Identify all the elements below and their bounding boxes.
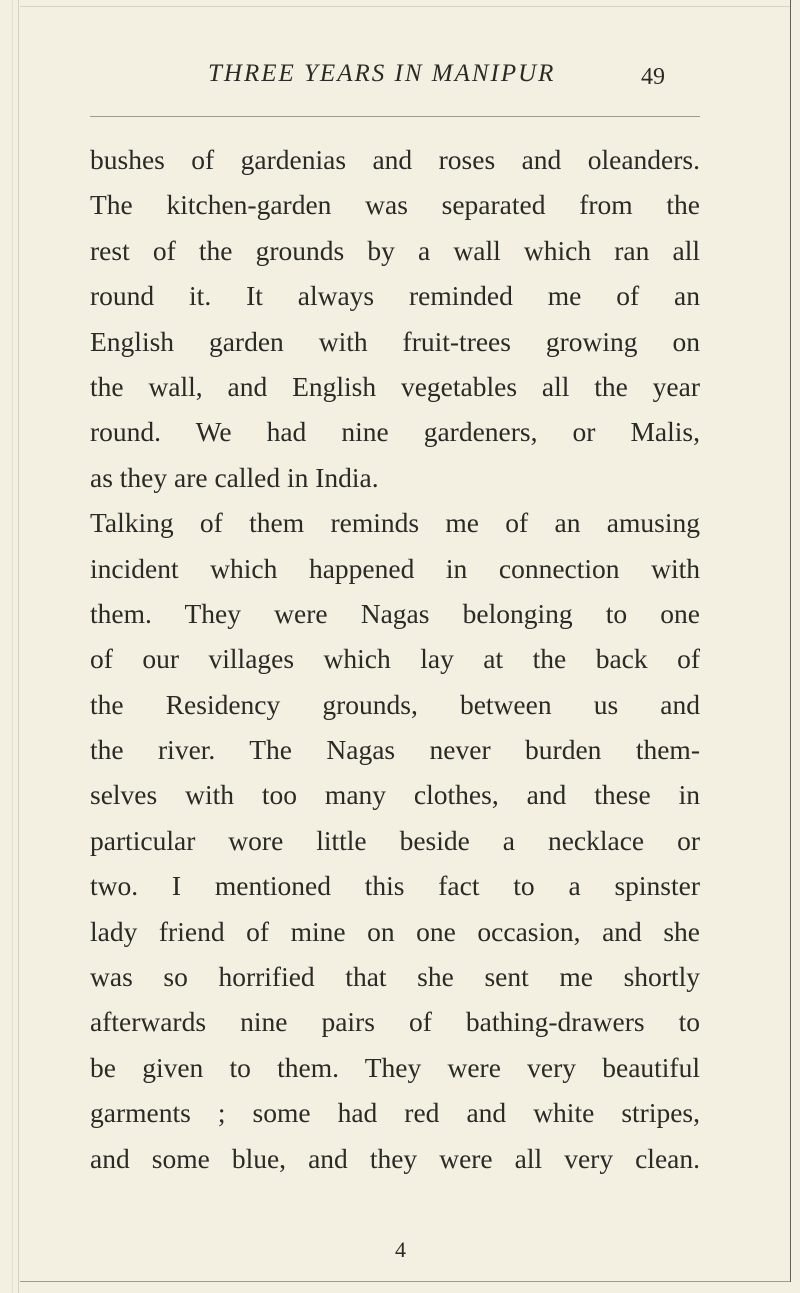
text-line: as they are called in India. bbox=[90, 461, 379, 493]
text-line: was so horrified that she sent me shortly bbox=[90, 961, 700, 993]
text-line: Talking of them reminds me of an amusing bbox=[90, 507, 700, 539]
text-line: of our villages which lay at the back of bbox=[90, 643, 700, 675]
text-line: round. We had nine gardeners, or Malis, bbox=[90, 416, 700, 448]
text-line: be given to them. They were very beautiful bbox=[90, 1051, 700, 1083]
text-line: afterwards nine pairs of bathing-drawers to bbox=[90, 1006, 700, 1038]
text-line: lady friend of mine on one occasion, and she bbox=[90, 915, 700, 947]
scan-edge-top bbox=[20, 6, 790, 7]
text-line: English garden with fruit-trees growing on bbox=[90, 325, 700, 357]
text-line: selves with too many clothes, and these in bbox=[90, 779, 700, 811]
text-line: round it. It always reminded me of an bbox=[90, 280, 700, 312]
text-line: the wall, and English vegetables all the year bbox=[90, 370, 700, 402]
text-line: incident which happened in connection with bbox=[90, 552, 700, 584]
header-rule bbox=[90, 116, 700, 117]
page-number: 49 bbox=[641, 64, 665, 90]
text-line: rest of the grounds by a wall which ran all bbox=[90, 234, 700, 266]
text-line: the Residency grounds, between us and bbox=[90, 688, 700, 720]
running-title: THREE YEARS IN MANIPUR bbox=[208, 60, 556, 87]
scan-edge-left-outer bbox=[12, 0, 13, 1293]
text-line: garments ; some had red and white stripes, bbox=[90, 1097, 700, 1129]
text-line: them. They were Nagas belonging to one bbox=[90, 597, 700, 629]
text-line: two. I mentioned this fact to a spinster bbox=[90, 870, 700, 902]
text-line: The kitchen-garden was separated from the bbox=[90, 189, 700, 221]
scan-edge-bottom bbox=[20, 1281, 790, 1282]
body-text bbox=[90, 137, 700, 1181]
running-head bbox=[0, 60, 800, 100]
scan-edge-right bbox=[790, 0, 791, 1282]
text-line: and some blue, and they were all very clean. bbox=[90, 1142, 700, 1174]
scan-edge-left bbox=[18, 0, 19, 1293]
signature-mark: 4 bbox=[395, 1237, 406, 1262]
text-line: the river. The Nagas never burden them- bbox=[90, 734, 700, 766]
text-line: bushes of gardenias and roses and oleanders. bbox=[90, 144, 700, 175]
text-line: particular wore little beside a necklace or bbox=[90, 824, 700, 856]
